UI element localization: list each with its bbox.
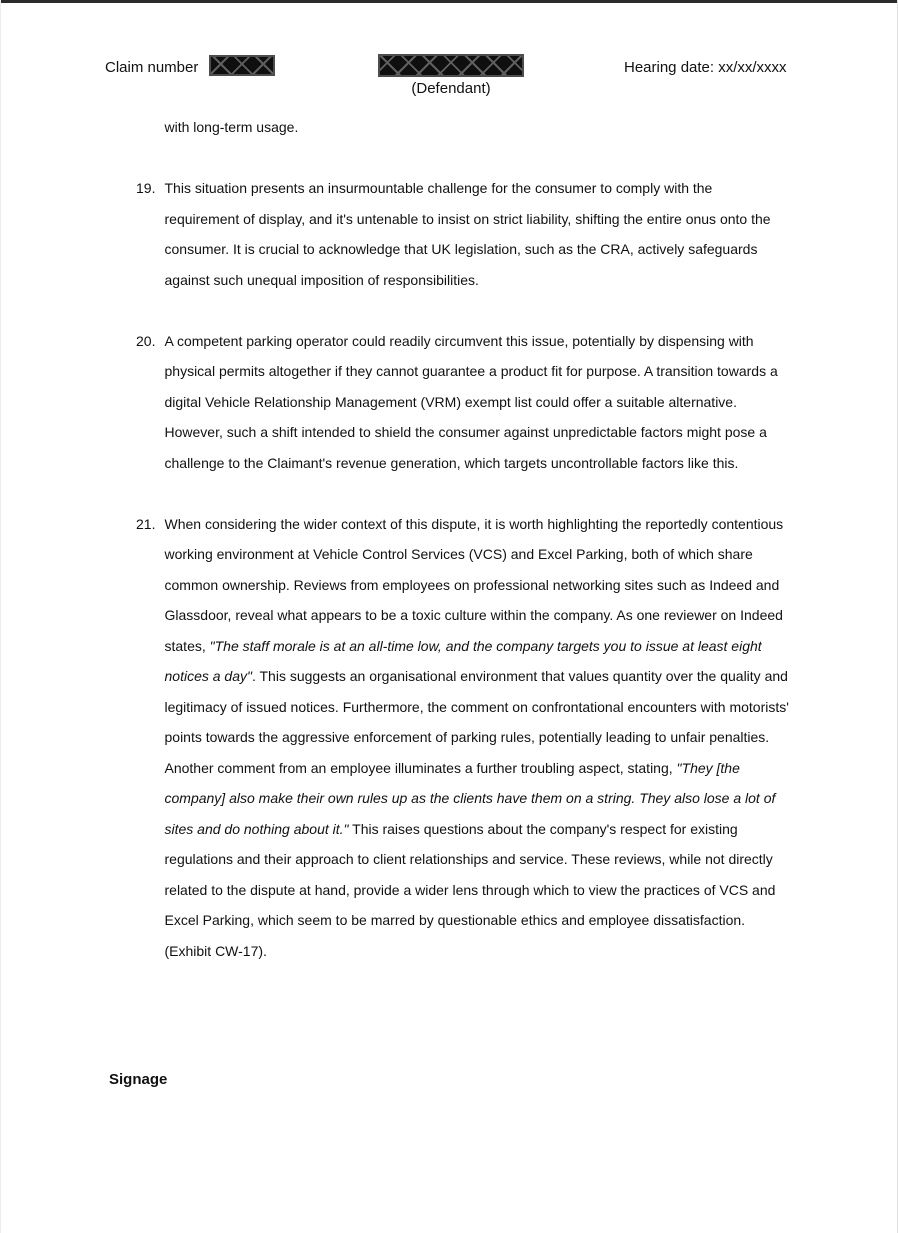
redaction-box-claim-number [209, 55, 275, 76]
paragraph-run: . This suggests an organisational environment that values quantity over the quality and legitimacy of issued notices. Furthermore, the comment on confrontational encounters with motorists' points towards the aggressive enforcement of parking rules, potentially leading to unfair penalties. Another comment from an employee illuminates a further troubling aspect, stating, [164, 668, 789, 776]
page-top-edge [1, 0, 897, 3]
paragraph-run: When considering the wider context of this dispute, it is worth highlighting the reportedly contentious working environment at Vehicle Control Services (VCS) and Excel Parking, both of which share common ownership. Reviews from employees on professional networking sites such as Indeed and Glassdoor, reveal what appears to be a toxic culture within the company. As one reviewer on Indeed states, [164, 515, 784, 654]
paragraph-number: 21. [136, 515, 156, 532]
defendant-block [378, 54, 524, 97]
numbered-paragraph [136, 173, 790, 295]
defendant-label: (Defendant) [411, 80, 491, 97]
paragraph-run: A competent parking operator could readily circumvent this issue, potentially by dispensing with physical permits altogether if they cannot guarantee a product fit for purpose. A transition towards a digital Vehicle Relationship Management (VRM) exempt list could offer a suitable alternative. However, such a shift intended to shield the consumer against unpredictable factors might pose a challenge to the Claimant's revenue generation, which targets uncontrollable factors like this. [164, 332, 778, 471]
document-body [136, 112, 790, 997]
claim-number-label: Claim number [105, 59, 199, 76]
paragraph-run: This raises questions about the company's respect for existing regulations and their approach to client relationships and service. These reviews, while not directly related to the dispute at hand, provide a wider lens through which to view the practices of VCS and Excel Parking, which seem to be marred by questionable ethics and employee dissatisfaction. (Exhibit CW-17). [164, 820, 776, 959]
paragraph-number: 19. [136, 180, 156, 196]
paragraph-text [165, 180, 771, 288]
numbered-paragraph [136, 326, 790, 479]
section-heading-signage: Signage [109, 1071, 168, 1088]
quoted-review-text: "They [the company] also make their own rules up as the clients have them on a string. They also lose a lot of sites and do nothing about it." [164, 759, 776, 837]
numbered-paragraph-list [136, 173, 790, 966]
paragraph-continuation: with long-term usage. [164, 119, 299, 135]
paragraph-text [165, 516, 789, 959]
paragraph-text [165, 333, 778, 471]
redaction-box-defendant-name [378, 54, 524, 77]
paragraph-run: This situation presents an insurmountable challenge for the consumer to comply with the requirement of display, and it's untenable to insist on strict liability, shifting the entire onus onto the consumer. It is crucial to acknowledge that UK legislation, such as the CRA, actively safeguards against such unequal imposition of responsibilities. [164, 180, 771, 288]
paragraph-number: 20. [136, 332, 156, 349]
hearing-date-label: Hearing date: xx/xx/xxxx [624, 59, 787, 76]
quoted-review-text: "The staff morale is at an all-time low, and the company targets you to issue at least eight notices a day" [164, 637, 762, 684]
numbered-paragraph [136, 509, 790, 967]
